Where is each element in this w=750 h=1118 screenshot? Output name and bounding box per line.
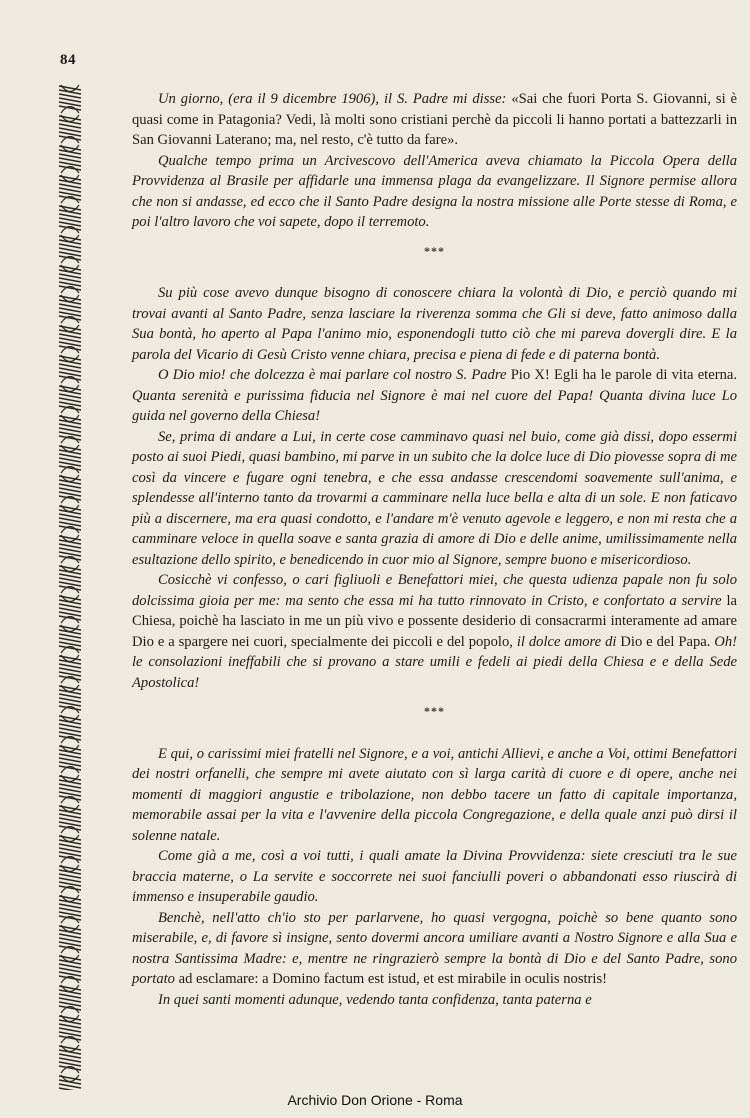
page-number: 84 [60,52,76,68]
paragraph: E qui, o carissimi miei fratelli nel Signore, e a voi, antichi Allievi, e anche a Voi, ottimi Benefattori dei nostri orfanelli, che sempre mi avete aiutato con sì larga carità di cuore e di opere, anche nei momenti di maggiori angustie e tribolazione, non debbo tacere un fatto di capitale importanza, memorabile assai per la vita e l'avvenire della piccola Congregazione, e della quale anzi può dirsi il solenne natale. [132,745,737,844]
paragraph: Come già a me, così a voi tutti, i quali amate la Divina Provvidenza: siete cresciuti tra le sue braccia materne, o La servite e soccorrete nei suoi fanciulli poveri o abbandonati esso riuscirà di immenso e insuperabile gaudio. [132,848,737,905]
paragraph: O Dio mio! che dolcezza è mai parlare col nostro S. Padre Pio X! Egli ha le parole di vita eterna. Quanta serenità e purissima fiducia nel Signore è mai nel cuore del Papa! Quanta divina luce Lo guida nel governo della Chiesa! [132,367,737,424]
paragraph: Su più cose avevo dunque bisogno di conoscere chiara la volontà di Dio, e perciò quando mi trovai avanti al Santo Padre, senza lasciare la riverenza somma che Gli si deve, fatto animoso dalla Sua bontà, ho aperto al Papa l'animo mio, esponendogli tutto ciò che mi pareva dovergli dire. E la parola del Vicario di Gesù Cristo venne chiara, precisa e piena di fede e di paterna bontà. [132,285,737,363]
section-separator: *** [424,704,445,718]
archive-footer: Archivio Don Orione - Roma [287,1092,463,1108]
main-text [132,89,737,1010]
section-separator: *** [424,243,445,258]
paragraph: Qualche tempo prima un Arcivescovo dell'America aveva chiamato la Piccola Opera della Provvidenza al Brasile per affidarle una immensa plaga da evangelizzare. Il Signore permise allora che non si andasse, ed ecco che il Santo Padre designa la nostra missione alle Porte stesse di Roma, e poi l'altro lavoro che voi sapete, dopo il terremoto. [132,152,737,230]
paragraph: Un giorno, (era il 9 dicembre 1906), il S. Padre mi disse: «Sai che fuori Porta S. Giovanni, si è quasi come in Patagonia? Vedi, là molti sono cristiani perchè da piccoli li hanno portati a battezzarli in San Giovanni Laterano; ma, nel resto, c'è tutto da fare». [132,91,738,148]
paragraph: Benchè, nell'atto ch'io sto per parlarvene, ho quasi vergogna, poichè so bene quanto sono miserabile, e, di favore sì insigne, sento dovermi ancora umiliare avanti a Nostro Signore e alla Sua e nostra Santissima Madre: e, mentre ne ringrazierò sempre la bontà di Dio e del Santo Padre, sono portato ad esclamare: a Domino factum est istud, et est mirabile in oculis nostris! [132,909,737,987]
paragraph: Se, prima di andare a Lui, in certe cose camminavo quasi nel buio, come già dissi, dopo essermi posto ai suoi Piedi, quasi bambino, mi parve in un subito che la dolce luce di Dio piovesse sopra di me così da vincere e fugare ogni tenebra, e che essa andasse crescendomi soavemente sull'anima, e splendesse all'interno tanto da trovarmi a camminare nella luce bella e alta di un sole. E non faticavo più a discernere, ma era quasi condotto, e l'andare m'è venuto agevole e leggero, e non mi resta che a camminare veloce in quella soave e santa grazia di amore di Dio e delle anime, umilissimamente nella esultazione dello spirito, e benedicendo in cuor mio al Signore, sempre buono e misericordioso. [132,428,737,568]
paragraph: Cosicchè vi confesso, o cari figliuoli e Benefattori miei, che questa udienza papale non fu solo dolcissima gioia per me: ma sento che essa mi ha tutto rinnovato in Cristo, e confortato a servire la Chiesa, poichè ha lasciato in me un più vivo e possente desiderio di consacrarmi interamente ad amare Dio e a spargere nei cuori, specialmente dei piccoli e del popolo, il dolce amore di Dio e del Papa. Oh! le consolazioni ineffabili che si provano a stare umili e fedeli ai piedi della Chiesa e e della Sede Apostolica! [132,572,737,691]
paragraph: In quei santi momenti adunque, vedendo tanta confidenza, tanta paterna e [158,991,592,1008]
decorative-border [57,84,83,1090]
